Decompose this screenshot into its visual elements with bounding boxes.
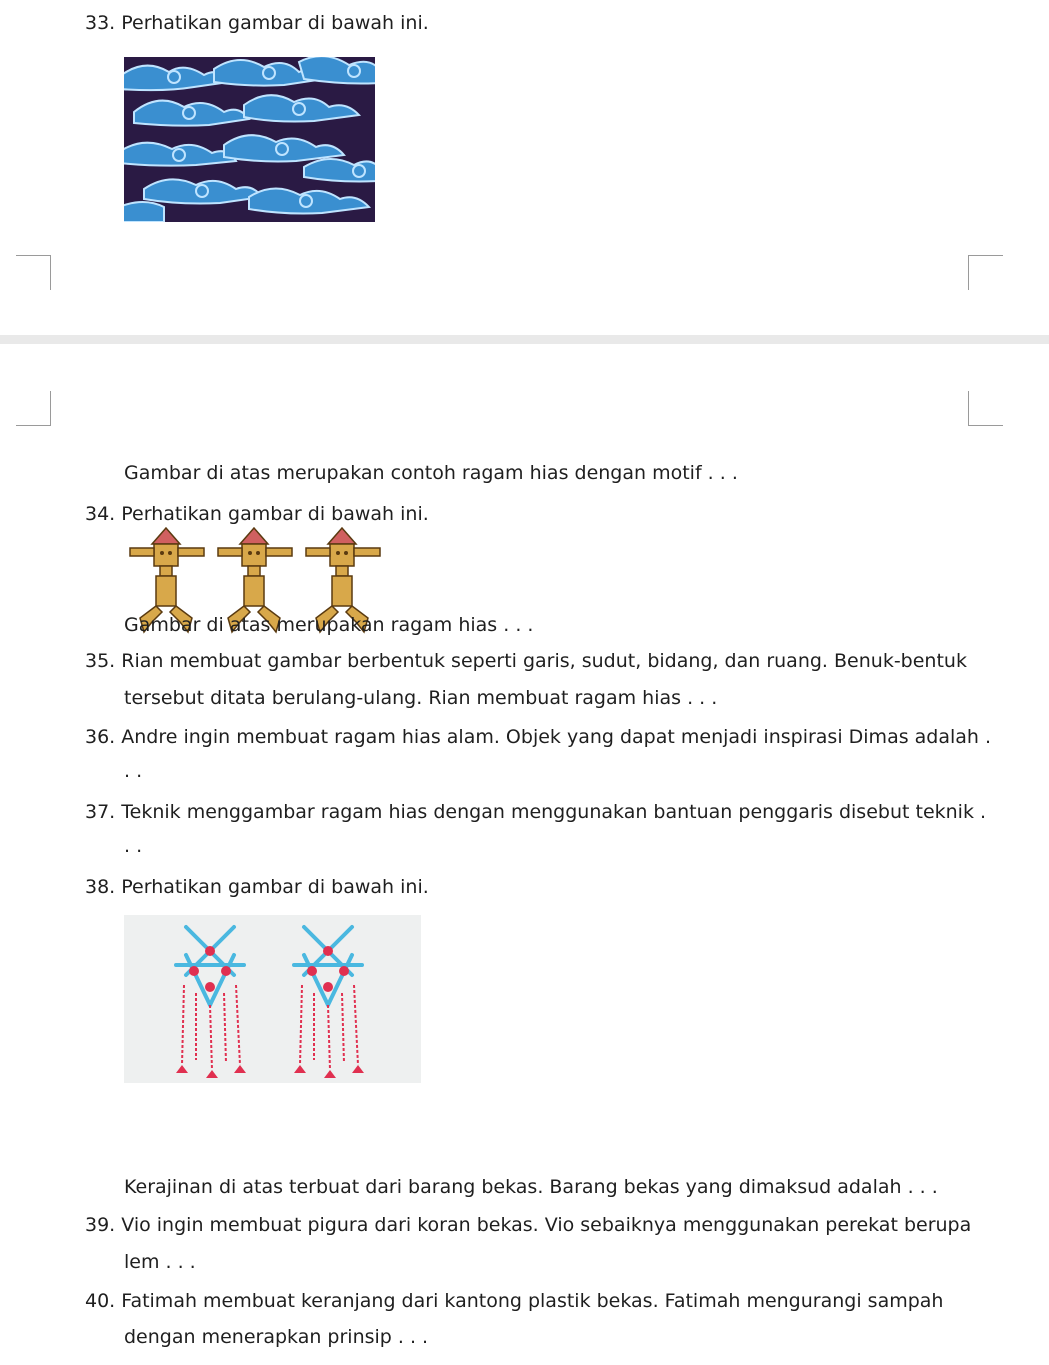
page-corner-mark xyxy=(16,391,51,426)
q38-text: 38. Perhatikan gambar di bawah ini. xyxy=(85,876,429,898)
q37-text-cont: . . xyxy=(124,835,143,857)
q38-question: Kerajinan di atas terbuat dari barang bekas. Barang bekas yang dimaksud adalah . . . xyxy=(124,1176,938,1198)
q36-text: 36. Andre ingin membuat ragam hias alam. Objek yang dapat menjadi inspirasi Dimas adalah . xyxy=(85,726,992,748)
q34-question: Gambar di atas merupakan ragam hias . . . xyxy=(124,614,534,636)
batik-cloud-motif xyxy=(124,57,375,222)
page-corner-mark xyxy=(968,391,1003,426)
q35-text: 35. Rian membuat gambar berbentuk seperti garis, sudut, bidang, dan ruang. Benuk-bentuk xyxy=(85,650,967,672)
q33-text: 33. Perhatikan gambar di bawah ini. xyxy=(85,12,429,34)
page-corner-mark xyxy=(968,255,1003,290)
q39-text-cont: lem . . . xyxy=(124,1251,196,1273)
q36-text-cont: . . xyxy=(124,760,143,782)
page-break-gap xyxy=(0,335,1049,344)
page-corner-mark xyxy=(16,255,51,290)
q40-text: 40. Fatimah membuat keranjang dari kantong plastik bekas. Fatimah mengurangi sampah xyxy=(85,1290,944,1312)
batik-megamendung-image xyxy=(124,57,375,222)
q35-text-cont: tersebut ditata berulang-ulang. Rian membuat ragam hias . . . xyxy=(124,687,718,709)
q34-text: 34. Perhatikan gambar di bawah ini. xyxy=(85,503,429,525)
q40-text-cont: dengan menerapkan prinsip . . . xyxy=(124,1326,429,1348)
q39-text: 39. Vio ingin membuat pigura dari koran bekas. Vio sebaiknya menggunakan perekat berupa xyxy=(85,1214,972,1236)
q33-question: Gambar di atas merupakan contoh ragam hias dengan motif . . . xyxy=(124,462,738,484)
craft-hanging-image xyxy=(124,915,421,1083)
straw-craft-ornament xyxy=(124,915,421,1083)
q37-text: 37. Teknik menggambar ragam hias dengan menggunakan bantuan penggaris disebut teknik . xyxy=(85,801,987,823)
